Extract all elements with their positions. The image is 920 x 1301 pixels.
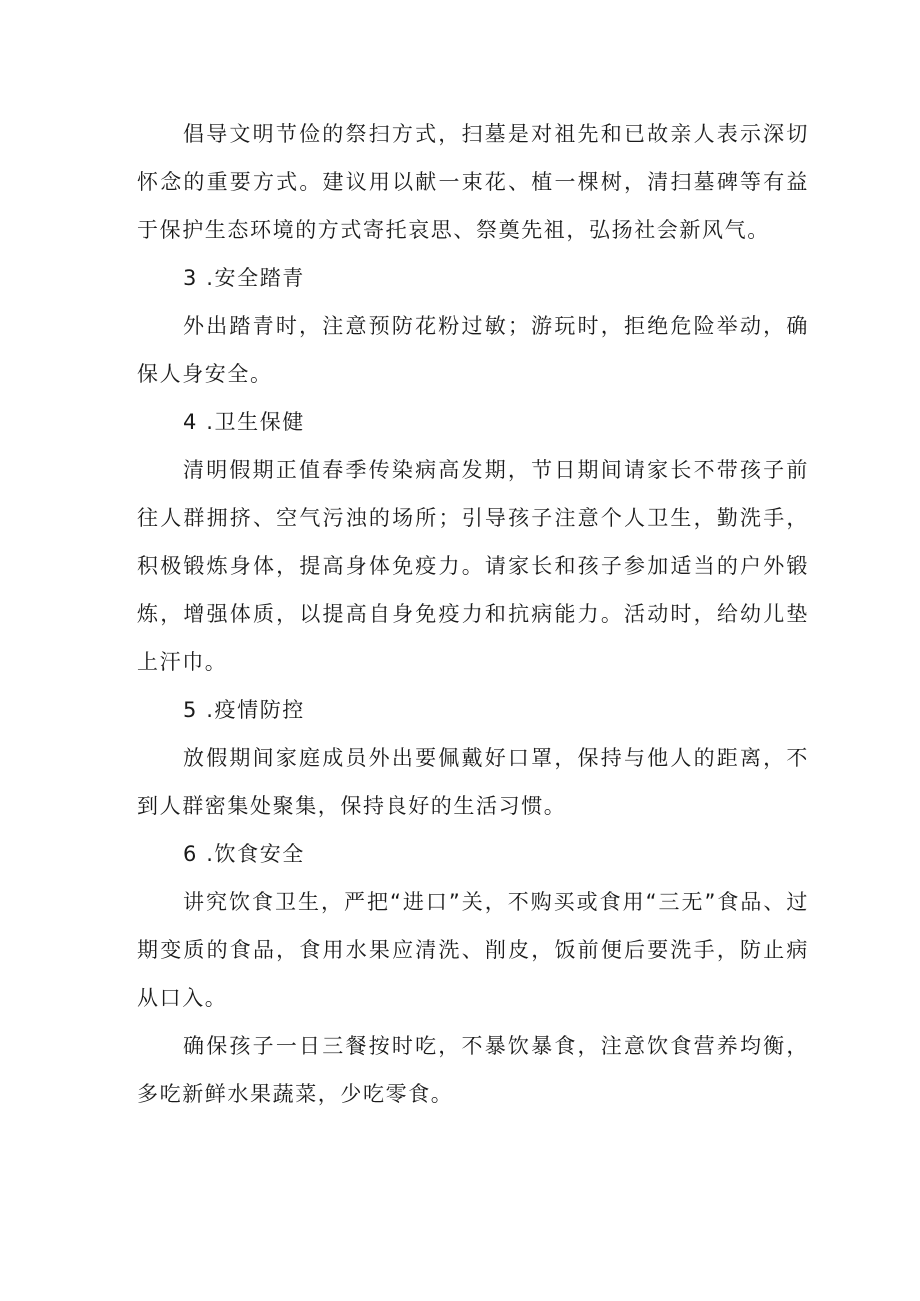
paragraph-safe-outing: 外出踏青时，注意预防花粉过敏；游玩时，拒绝危险举动，确保人身安全。: [137, 314, 809, 386]
paragraph-hygiene-health: 清明假期正值春季传染病高发期，节日期间请家长不带孩子前往人群拥挤、空气污浊的场所；引导孩子注意个人卫生，勤洗手，积极锻炼身体，提高身体免疫力。请家长和孩子参加适当的户外锻炼，增强体质，以提高自身免疫力和抗病能力。活动时，给幼儿垫上汗巾。: [137, 458, 809, 674]
heading-safe-outing: 3 .安全踏青: [183, 266, 305, 290]
paragraph-balanced-meals: 确保孩子一日三餐按时吃，不暴饮暴食，注意饮食营养均衡，多吃新鲜水果蔬菜，少吃零食。: [137, 1034, 809, 1106]
heading-food-safety: 6 .饮食安全: [183, 842, 305, 866]
paragraph-civilized-tomb-sweeping: 倡导文明节俭的祭扫方式，扫墓是对祖先和已故亲人表示深切怀念的重要方式。建议用以献一束花、植一棵树，清扫墓碑等有益于保护生态环境的方式寄托哀思、祭奠先祖，弘扬社会新风气。: [137, 122, 809, 242]
document-body: [137, 110, 809, 1118]
paragraph-epidemic-prevention: 放假期间家庭成员外出要佩戴好口罩，保持与他人的距离，不到人群密集处聚集，保持良好的生活习惯。: [137, 746, 809, 818]
paragraph-food-safety: 讲究饮食卫生，严把“进口”关，不购买或食用“三无”食品、过期变质的食品，食用水果应清洗、削皮，饭前便后要洗手，防止病从口入。: [137, 890, 809, 1010]
heading-epidemic-prevention: 5 .疫情防控: [183, 698, 305, 722]
heading-hygiene-health: 4 .卫生保健: [183, 410, 305, 434]
